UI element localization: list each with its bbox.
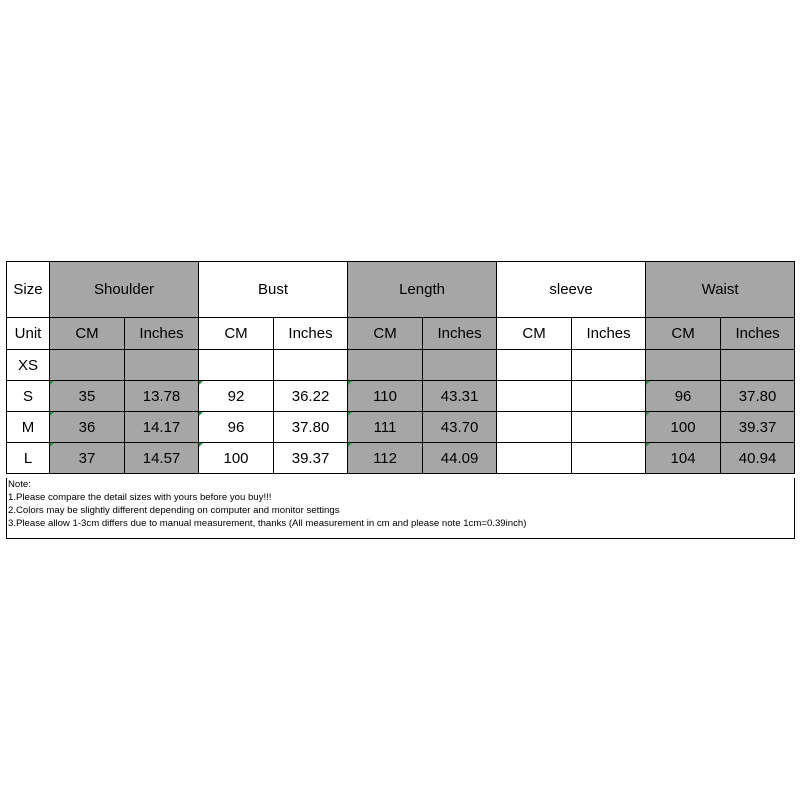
header-sleeve: sleeve [497, 262, 646, 318]
unit-cell: Inches [125, 318, 199, 350]
unit-cell: CM [646, 318, 721, 350]
size-chart [6, 261, 794, 539]
unit-cell: CM [50, 318, 125, 350]
unit-cell: CM [497, 318, 572, 350]
data-cell: 37 [50, 443, 125, 474]
data-cell: 37.80 [721, 381, 795, 412]
data-cell [572, 412, 646, 443]
size-table [6, 261, 795, 474]
data-cell: 96 [199, 412, 274, 443]
note-line: 3.Please allow 1-3cm differs due to manual measurement, thanks (All measurement in cm and please note 1cm=0.39inch) [8, 518, 527, 529]
note-line: 1.Please compare the detail sizes with yours before you buy!!! [8, 492, 272, 503]
data-cell: 100 [199, 443, 274, 474]
header-size: Size [7, 262, 50, 318]
data-cell: 35 [50, 381, 125, 412]
size-label: M [7, 412, 50, 443]
data-cell: 39.37 [274, 443, 348, 474]
data-cell: 43.70 [423, 412, 497, 443]
table-row [7, 412, 795, 443]
data-cell: 110 [348, 381, 423, 412]
data-cell: 37.80 [274, 412, 348, 443]
unit-cell: Inches [721, 318, 795, 350]
size-label: S [7, 381, 50, 412]
note-heading: Note: [8, 479, 31, 490]
unit-row [7, 318, 795, 350]
note-line: 2.Colors may be slightly different depending on computer and monitor settings [8, 505, 340, 516]
data-cell: 36.22 [274, 381, 348, 412]
data-cell: 104 [646, 443, 721, 474]
data-cell [572, 350, 646, 381]
data-cell: 111 [348, 412, 423, 443]
data-cell: 14.17 [125, 412, 199, 443]
data-cell [423, 350, 497, 381]
header-length: Length [348, 262, 497, 318]
size-label: L [7, 443, 50, 474]
data-cell: 39.37 [721, 412, 795, 443]
data-cell: 36 [50, 412, 125, 443]
table-row [7, 381, 795, 412]
header-bust: Bust [199, 262, 348, 318]
notes-box [6, 478, 795, 539]
unit-cell: CM [348, 318, 423, 350]
unit-cell: CM [199, 318, 274, 350]
data-cell: 14.57 [125, 443, 199, 474]
unit-cell: Inches [423, 318, 497, 350]
data-cell [721, 350, 795, 381]
data-cell [50, 350, 125, 381]
data-cell: 43.31 [423, 381, 497, 412]
data-cell: 100 [646, 412, 721, 443]
unit-cell: Inches [572, 318, 646, 350]
data-cell [572, 381, 646, 412]
table-row [7, 350, 795, 381]
data-cell [497, 350, 572, 381]
data-cell [497, 381, 572, 412]
data-cell: 40.94 [721, 443, 795, 474]
header-waist: Waist [646, 262, 795, 318]
data-cell [646, 350, 721, 381]
header-shoulder: Shoulder [50, 262, 199, 318]
data-cell [348, 350, 423, 381]
data-cell: 44.09 [423, 443, 497, 474]
data-cell [125, 350, 199, 381]
data-cell: 13.78 [125, 381, 199, 412]
unit-label: Unit [7, 318, 50, 350]
header-row [7, 262, 795, 318]
data-cell [497, 443, 572, 474]
data-cell [497, 412, 572, 443]
data-cell [199, 350, 274, 381]
data-cell: 92 [199, 381, 274, 412]
data-cell: 96 [646, 381, 721, 412]
data-cell [274, 350, 348, 381]
data-cell: 112 [348, 443, 423, 474]
unit-cell: Inches [274, 318, 348, 350]
data-cell [572, 443, 646, 474]
size-label: XS [7, 350, 50, 381]
table-row [7, 443, 795, 474]
